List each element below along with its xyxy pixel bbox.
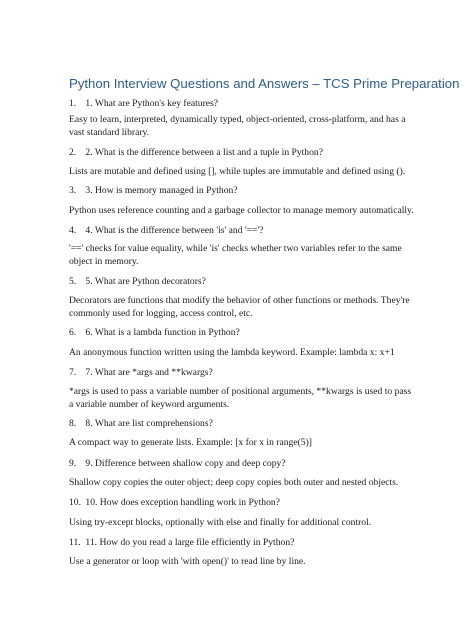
question-8 [69, 417, 414, 430]
item-number: 9. [69, 458, 77, 469]
question-text: 10. How does exception handling work in Python? [85, 497, 280, 508]
question-5 [69, 275, 414, 288]
question-4 [69, 224, 414, 237]
question-2 [69, 146, 414, 159]
page-title: Python Interview Questions and Answers – TCS Prime Preparation [69, 76, 460, 91]
answer-4: '==' checks for value equality, while 'is' checks whether two variables refer to the same object in memory. [69, 243, 402, 267]
question-text: 8. What are list comprehensions? [85, 418, 213, 429]
answer-2: Lists are mutable and defined using [], while tuples are immutable and defined using (). [69, 166, 406, 177]
question-10 [69, 496, 414, 509]
question-6 [69, 326, 414, 339]
question-7 [69, 366, 414, 379]
question-text: 7. What are *args and **kwargs? [85, 367, 213, 378]
question-text: 5. What are Python decorators? [85, 276, 206, 287]
question-11 [69, 536, 414, 549]
item-number: 2. [69, 147, 77, 158]
question-text: 4. What is the difference between 'is' and '=='? [85, 225, 264, 236]
question-3 [69, 184, 414, 197]
item-number: 1. [69, 98, 77, 109]
item-number: 8. [69, 418, 77, 429]
question-text: 3. How is memory managed in Python? [85, 185, 238, 196]
answer-10: Using try-except blocks, optionally with else and finally for additional control. [69, 517, 372, 528]
question-text: 2. What is the difference between a list and a tuple in Python? [85, 147, 323, 158]
item-number: 5. [69, 276, 77, 287]
item-number: 6. [69, 327, 77, 338]
question-1 [69, 97, 414, 110]
question-text: 11. How do you read a large file efficiently in Python? [85, 537, 295, 548]
answer-5: Decorators are functions that modify the behavior of other functions or methods. They're commonly used for logging, access control, etc. [69, 295, 410, 319]
question-text: 9. Difference between shallow copy and deep copy? [85, 458, 286, 469]
answer-1: Easy to learn, interpreted, dynamically typed, object-oriented, cross-platform, and has a vast standard library. [69, 114, 406, 138]
answer-8: A compact way to generate lists. Example: [x for x in range(5)] [69, 437, 312, 448]
answer-7: *args is used to pass a variable number of positional arguments, **kwargs is used to pass a variable number of keyword arguments. [69, 386, 412, 410]
question-text: 6. What is a lambda function in Python? [85, 327, 240, 338]
answer-11: Use a generator or loop with 'with open()' to read line by line. [69, 556, 306, 567]
item-number: 3. [69, 185, 77, 196]
item-number: 4. [69, 225, 77, 236]
question-9 [69, 457, 414, 470]
item-number: 7. [69, 367, 77, 378]
question-text: 1. What are Python's key features? [85, 98, 219, 109]
answer-3: Python uses reference counting and a garbage collector to manage memory automatically. [69, 205, 414, 216]
answer-6: An anonymous function written using the lambda keyword. Example: lambda x: x+1 [69, 347, 395, 358]
answer-9: Shallow copy copies the outer object; deep copy copies both outer and nested objects. [69, 477, 399, 488]
item-number: 11. [69, 537, 81, 548]
item-number: 10. [69, 497, 81, 508]
